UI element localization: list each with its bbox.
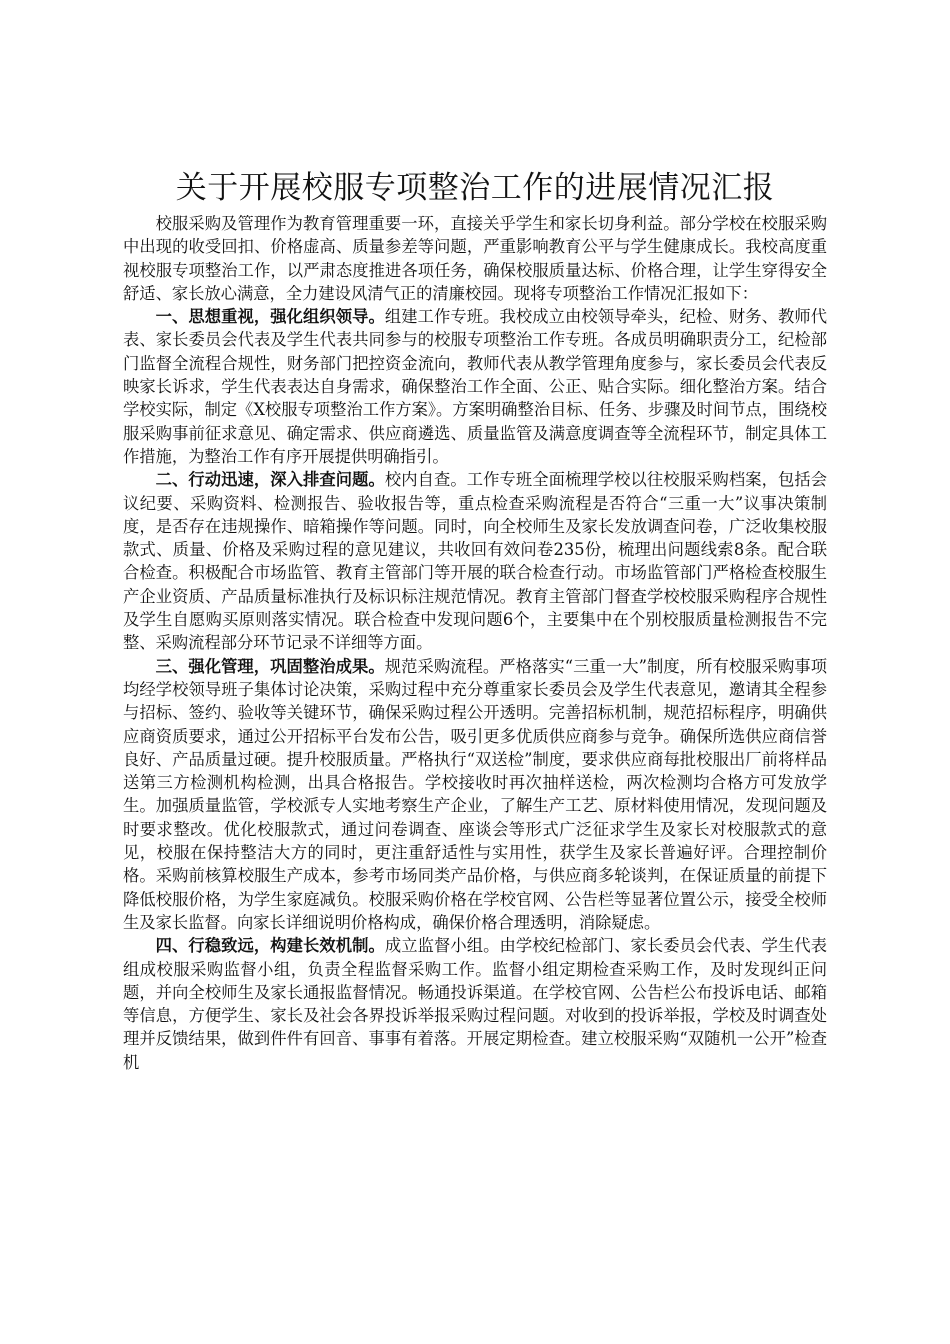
section-body-1: 组建工作专班。我校成立由校领导牵头，纪检、财务、教师代表、家长委员会代表及学生代表共同参与的校服专项整治工作专班。各成员明确职责分工，纪检部门监督全流程合规性，财务部门把控资金流向，教师代表从教学管理角度参与，家长委员会代表反映家长诉求，学生代表表达自身需求，确保整治工作全面、公正、贴合实际。细化整治方案。结合学校实际，制定《X校服专项整治工作方案》。方案明确整治目标、任务、步骤及时间节点，围绕校服采购事前征求意见、确定需求、供应商遴选、质量监管及满意度调查等全流程环节，制定具体工作措施，为整治工作有序开展提供明确指引。	[123, 307, 827, 466]
intro-paragraph: 校服采购及管理作为教育管理重要一环，直接关乎学生和家长切身利益。部分学校在校服采购中出现的收受回扣、价格虚高、质量参差等问题，严重影响教育公平与学生健康成长。我校高度重视校服专项整治工作，以严肃态度推进各项任务，确保校服质量达标、价格合理，让学生穿得安全舒适、家长放心满意，全力建设风清气正的清廉校园。现将专项整治工作情况汇报如下：	[123, 214, 827, 303]
document-page	[123, 168, 827, 1074]
section-body-2: 校内自查。工作专班全面梳理学校以往校服采购档案，包括会议纪要、采购资料、检测报告、验收报告等，重点检查采购流程是否符合“三重一大”议事决策制度，是否存在违规操作、暗箱操作等问题。同时，向全校师生及家长发放调查问卷，广泛收集校服款式、质量、价格及采购过程的意见建议，共收回有效问卷235份，梳理出问题线索8条。配合联合检查。积极配合市场监管、教育主管部门等开展的联合检查行动。市场监管部门严格检查校服生产企业资质、产品质量标准执行及标识标注规范情况。教育主管部门督查学校校服采购程序合规性及学生自愿购买原则落实情况。联合检查中发现问题6个，主要集中在个别校服质量检测报告不完整、采购流程部分环节记录不详细等方面。	[123, 470, 827, 653]
section-heading-4: 四、行稳致远，构建长效机制。	[155, 936, 385, 956]
section-heading-1: 一、思想重视，强化组织领导。	[155, 307, 385, 327]
section-body-4: 成立监督小组。由学校纪检部门、家长委员会代表、学生代表组成校服采购监督小组，负责全程监督采购工作。监督小组定期检查采购工作，及时发现纠正问题，并向全校师生及家长通报监督情况。畅通投诉渠道。在学校官网、公告栏公布投诉电话、邮箱等信息，方便学生、家长及社会各界投诉举报采购过程问题。对收到的投诉举报，学校及时调查处理并反馈结果，做到件件有回音、事事有着落。开展定期检查。建立校服采购“双随机一公开”检查机	[123, 936, 827, 1072]
section-heading-2: 二、行动迅速，深入排查问题。	[155, 470, 385, 490]
section-paragraph-1	[123, 305, 827, 468]
section-paragraph-4	[123, 934, 827, 1074]
section-paragraph-3	[123, 655, 827, 935]
section-body-3: 规范采购流程。严格落实“三重一大”制度，所有校服采购事项均经学校领导班子集体讨论决策，采购过程中充分尊重家长委员会及学生代表意见，邀请其全程参与招标、签约、验收等关键环节，确保采购过程公开透明。完善招标机制，规范招标程序，明确供应商资质要求，通过公开招标平台发布公告，吸引更多优质供应商参与竞争。确保所选供应商信誉良好、产品质量过硬。提升校服质量。严格执行“双送检”制度，要求供应商每批校服出厂前将样品送第三方检测机构检测，出具合格报告。学校接收时再次抽样送检，两次检测均合格方可发放学生。加强质量监管，学校派专人实地考察生产企业，了解生产工艺、原材料使用情况，发现问题及时要求整改。优化校服款式，通过问卷调查、座谈会等形式广泛征求学生及家长对校服款式的意见，校服在保持整洁大方的同时，更注重舒适性与实用性，获学生及家长普遍好评。合理控制价格。采购前核算校服生产成本，参考市场同类产品价格，与供应商多轮谈判，在保证质量的前提下降低校服价格，为学生家庭减负。校服采购价格在学校官网、公告栏等显著位置公示，接受全校师生及家长监督。向家长详细说明价格构成，确保价格合理透明，消除疑虑。	[123, 656, 827, 932]
section-heading-3: 三、强化管理，巩固整治成果。	[155, 656, 385, 676]
section-paragraph-2	[123, 468, 827, 654]
document-title: 关于开展校服专项整治工作的进展情况汇报	[175, 170, 775, 206]
